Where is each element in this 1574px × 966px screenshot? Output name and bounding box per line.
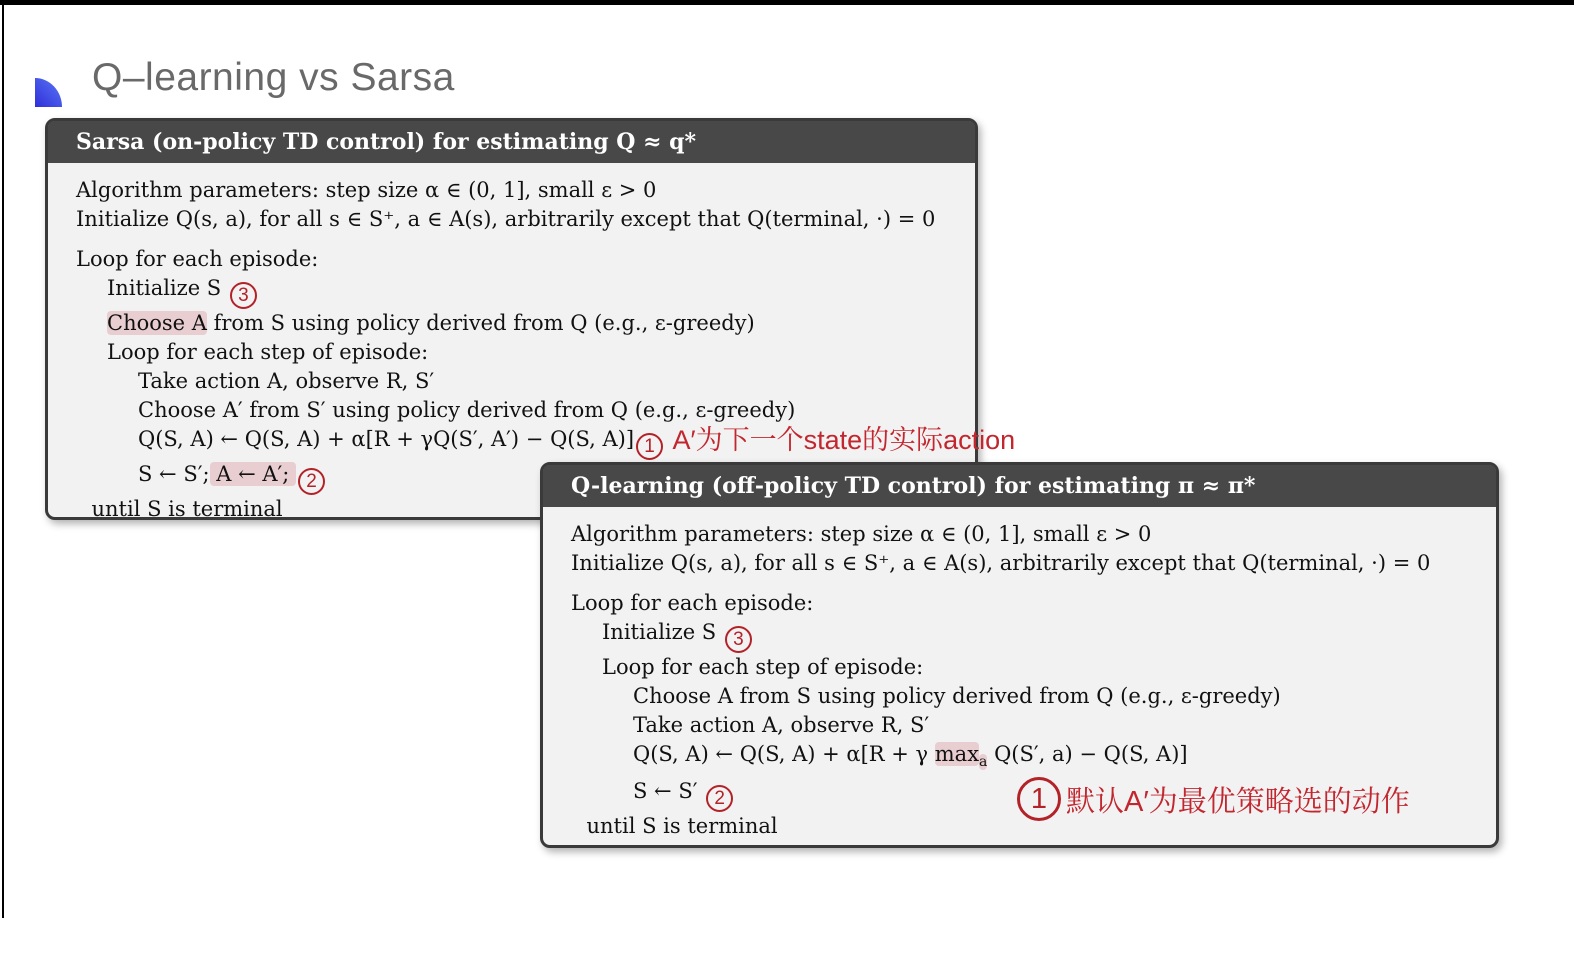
algorithm-line (76, 396, 975, 425)
circled-number-badge: 3 (230, 282, 257, 309)
algorithm-line (76, 245, 975, 274)
code-text: S ← S′ (633, 779, 705, 804)
code-text: Q(S, A) ← Q(S, A) + α[R + γQ(S′, A′) − Q(S, A)] (138, 427, 635, 451)
algorithm-line (76, 309, 975, 338)
highlighted-text: Choose A (107, 311, 207, 335)
sarsa-box-title: Sarsa (on-policy TD control) for estimating Q ≈ q* (48, 121, 975, 163)
page-title: Q–learning vs Sarsa (92, 56, 455, 99)
code-text: Initialize Q(s, a), for all s ∈ S⁺, a ∈ A(s), arbitrarily except that Q(terminal, ·) = 0 (76, 207, 936, 231)
highlighted-text: a (979, 754, 988, 771)
algorithm-line (76, 425, 1016, 460)
circled-number-badge: 1 (636, 433, 663, 460)
qlearning-box-title: Q-learning (off-policy TD control) for estimating π ≈ π* (543, 465, 1496, 507)
code-text: Choose A′ from S′ using policy derived from Q (e.g., ε-greedy) (138, 398, 796, 422)
code-text: Algorithm parameters: step size α ∈ (0, 1], small ε > 0 (76, 178, 657, 202)
code-text: Loop for each episode: (76, 247, 319, 271)
code-text: Initialize S (107, 276, 228, 300)
algorithm-line (571, 682, 1496, 711)
algorithm-line (571, 740, 1496, 777)
code-text: Take action A, observe R, S′ (633, 713, 930, 737)
qlearning-annotation (1015, 777, 1410, 821)
code-text: Loop for each step of episode: (107, 340, 429, 364)
code-text: Loop for each episode: (571, 591, 814, 615)
annotation-text: A′为下一个state的实际action (665, 425, 1016, 455)
highlighted-text: A ← A′; (209, 462, 297, 486)
circled-number-badge: 1 (1017, 777, 1061, 821)
algorithm-line (76, 205, 975, 234)
algorithm-line (76, 274, 975, 309)
algorithm-line (76, 367, 975, 396)
code-text: Initialize Q(s, a), for all s ∈ S⁺, a ∈ A(s), arbitrarily except that Q(terminal, ·) = 0 (571, 551, 1431, 575)
annotation-text: 默认A′为最优策略选的动作 (1066, 785, 1410, 818)
code-text: Initialize S (602, 620, 723, 644)
code-text: Choose A from S using policy derived from Q (e.g., ε-greedy) (633, 684, 1281, 708)
slide-top-border (0, 0, 1574, 5)
algorithm-line (76, 176, 975, 205)
algorithm-line (571, 549, 1496, 578)
circled-number-badge: 2 (706, 785, 733, 812)
code-text: Loop for each step of episode: (602, 655, 924, 679)
code-text: Algorithm parameters: step size α ∈ (0, 1], small ε > 0 (571, 522, 1152, 546)
code-text: Q(S, A) ← Q(S, A) + α[R + γ (633, 742, 935, 766)
highlighted-text: max (934, 742, 980, 766)
circled-number-badge: 2 (298, 468, 325, 495)
code-text: Q(S′, a) − Q(S, A)] (987, 742, 1188, 766)
algorithm-line (571, 653, 1496, 682)
code-text: until S is terminal (586, 814, 778, 839)
code-text: S ← S′; (138, 462, 210, 486)
code-text: from S using policy derived from Q (e.g., ε-greedy) (206, 311, 755, 335)
qlearning-algorithm-box (540, 462, 1499, 848)
slide-accent-icon (35, 78, 62, 107)
slide-left-border (2, 0, 4, 918)
sarsa-algorithm-box (45, 118, 1016, 521)
algorithm-line (76, 338, 975, 367)
circled-number-badge: 3 (725, 626, 752, 653)
code-text: until S is terminal (91, 497, 283, 521)
code-text: Take action A, observe R, S′ (138, 369, 435, 393)
algorithm-line (571, 618, 1496, 653)
algorithm-line (571, 711, 1496, 740)
algorithm-line (571, 520, 1496, 549)
algorithm-line (571, 589, 1496, 618)
